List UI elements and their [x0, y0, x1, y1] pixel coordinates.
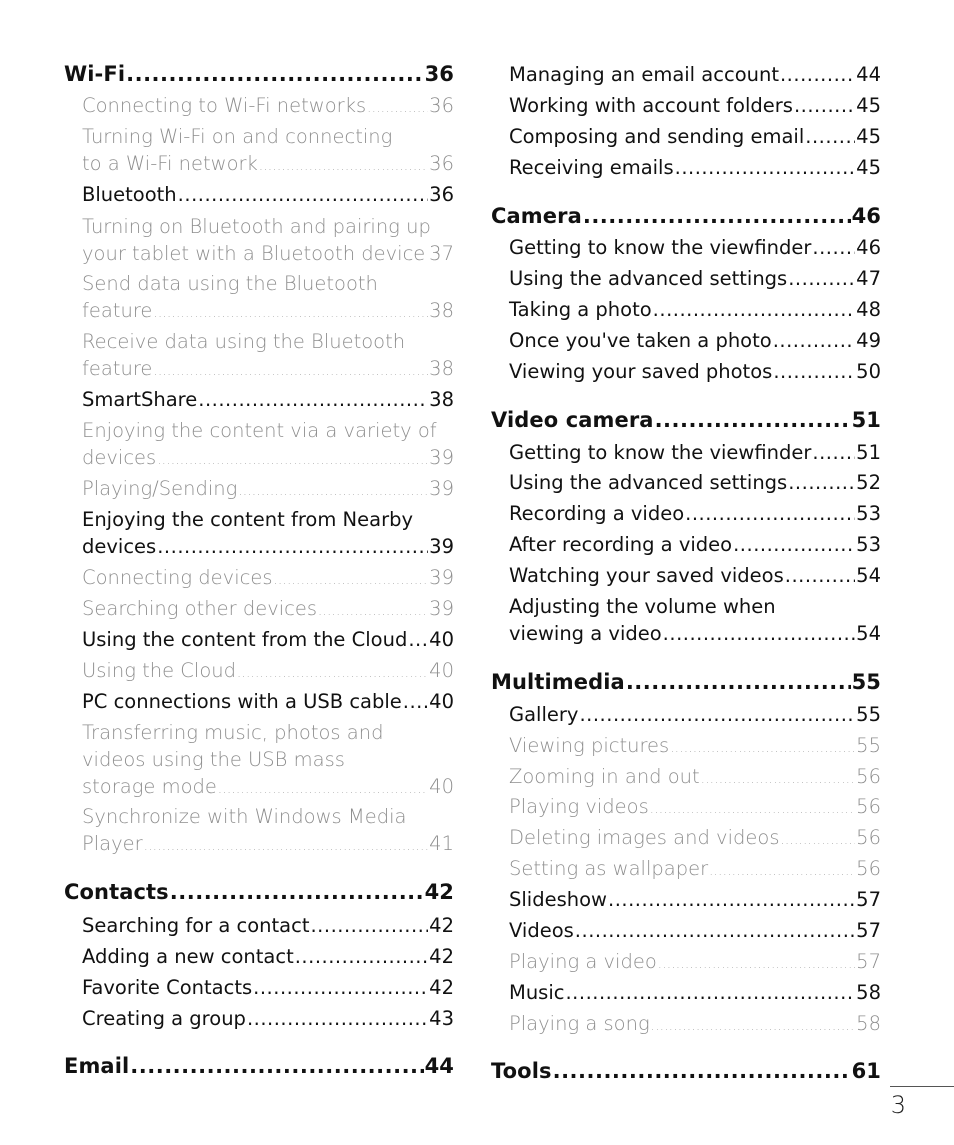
toc-entry-wi-fi-36: [64, 61, 454, 88]
toc-entry-title: Playing a song: [509, 1012, 650, 1035]
toc-entry-title: Player: [82, 832, 143, 855]
toc-entry-managing-an-email-account-44: [509, 61, 881, 88]
toc-entry-getting-to-know-the-viewfinder-46: [509, 234, 881, 261]
toc-page-number: 61: [851, 1059, 881, 1083]
toc-entry-title: Using the Cloud: [82, 659, 237, 682]
toc-entry-title: Watching your saved videos: [509, 564, 784, 587]
dot-leader: [785, 562, 855, 589]
toc-entry-title-line: Turning on Bluetooth and pairing up: [82, 215, 431, 238]
toc-page-number: 39: [429, 446, 454, 469]
toc-page-number: 42: [424, 880, 454, 904]
toc-entry-camera-46: [491, 203, 881, 230]
toc-entry-title: Recording a video: [509, 502, 685, 525]
toc-page-number: 39: [429, 566, 454, 589]
toc-page-number: 42: [429, 945, 454, 968]
toc-entry-title: Setting as wallpaper: [509, 857, 709, 880]
dot-leader: [170, 879, 424, 906]
dot-leader: [565, 979, 855, 1006]
toc-entry-title: Viewing your saved photos: [509, 360, 773, 383]
toc-page-number: 46: [856, 236, 881, 259]
toc-entry-recording-a-video-53: [509, 500, 881, 527]
toc-entry-playing-videos-56: [509, 793, 881, 820]
dot-leader: [408, 626, 428, 653]
toc-entry-after-recording-a-video-53: [509, 531, 881, 558]
toc-entry-title: storage mode: [82, 775, 217, 798]
toc-entry-taking-a-photo-48: [509, 296, 881, 323]
toc-entry-videos-57: [509, 917, 881, 944]
dot-leader: [658, 951, 855, 978]
dot-leader: [653, 296, 856, 323]
toc-entry-bluetooth-36: [82, 181, 454, 208]
toc-entry-player-41: [82, 803, 454, 857]
toc-page-number: 57: [856, 950, 881, 973]
toc-entry-searching-for-a-contact-42: [82, 912, 454, 939]
toc-page-number: 56: [856, 826, 881, 849]
dot-leader: [650, 796, 855, 823]
toc-page-number: 43: [429, 1007, 454, 1030]
toc-entry-title: Working with account folders: [509, 94, 793, 117]
toc-entry-email-44: [64, 1053, 454, 1080]
dot-leader: [575, 917, 855, 944]
toc-page-number: 36: [424, 62, 454, 86]
toc-page-number: 46: [851, 204, 881, 228]
toc-entry-title: Contacts: [64, 880, 169, 904]
toc-entry-searching-other-devices-39: [82, 595, 454, 622]
toc-page-number: 45: [856, 125, 881, 148]
dot-leader: [780, 61, 855, 88]
dot-leader: [608, 886, 855, 913]
toc-page-number: 56: [856, 795, 881, 818]
dot-leader: [675, 154, 856, 181]
toc-entry-tools-61: [491, 1058, 881, 1085]
dot-leader: [788, 469, 855, 496]
toc-entry-title: Bluetooth: [82, 183, 177, 206]
toc-entry-title: Videos: [509, 919, 574, 942]
dot-leader: [178, 181, 429, 208]
dot-leader: [403, 688, 428, 715]
toc-entry-title: Zooming in and out: [509, 765, 700, 788]
toc-entry-using-the-content-from-the-cloud-40: [82, 626, 454, 653]
toc-page-number: 50: [856, 360, 881, 383]
toc-entry-title: Playing videos: [509, 795, 649, 818]
toc-entry-title: Composing and sending email: [509, 125, 805, 148]
dot-leader: [670, 735, 855, 762]
page-number: 3: [890, 1091, 906, 1119]
toc-entry-gallery-55: [509, 701, 881, 728]
toc-entry-using-the-advanced-settings-52: [509, 469, 881, 496]
toc-entry-title: Getting to know the viewfinder: [509, 236, 812, 259]
toc-page-number: 39: [429, 477, 454, 500]
toc-page-number: 53: [856, 502, 881, 525]
toc-entry-title: Getting to know the viewfinder: [509, 441, 812, 464]
toc-entry-title: viewing a video: [509, 622, 662, 645]
toc-entry-title: devices: [82, 446, 157, 469]
toc-entry-favorite-contacts-42: [82, 974, 454, 1001]
dot-leader: [237, 660, 428, 687]
toc-entry-your-tablet-with-a-bluetooth-device-37: [82, 213, 454, 267]
toc-entry-title: Taking a photo: [509, 298, 652, 321]
dot-leader: [295, 943, 428, 970]
toc-entry-title: Wi-Fi: [64, 62, 126, 86]
dot-leader: [426, 243, 428, 270]
dot-leader: [259, 153, 428, 180]
toc-entry-playing-a-song-58: [509, 1010, 881, 1037]
dot-leader: [126, 61, 423, 88]
toc-page-number: 54: [856, 622, 881, 645]
toc-entry-title: Receiving emails: [509, 156, 674, 179]
dot-leader: [318, 598, 428, 625]
dot-leader: [663, 620, 856, 647]
toc-entry-title: Connecting to Wi-Fi networks: [82, 94, 367, 117]
toc-page-number: 36: [429, 152, 454, 175]
toc-page-number: 38: [429, 388, 454, 411]
toc-entry-title: Camera: [491, 204, 582, 228]
toc-page-number: 42: [429, 914, 454, 937]
toc-entry-slideshow-57: [509, 886, 881, 913]
toc-entry-title-line: Synchronize with Windows Media: [82, 805, 407, 828]
dot-leader: [367, 95, 428, 122]
toc-entry-viewing-a-video-54: [509, 593, 881, 647]
toc-entry-title: Deleting images and videos: [509, 826, 780, 849]
toc-entry-getting-to-know-the-viewfinder-51: [509, 439, 881, 466]
toc-page-number: 54: [856, 564, 881, 587]
toc-entry-title: Viewing pictures: [509, 734, 670, 757]
dot-leader: [247, 1005, 428, 1032]
toc-page-number: 55: [856, 703, 881, 726]
dot-leader: [651, 1013, 856, 1040]
dot-leader: [144, 833, 428, 860]
toc-page-number: 36: [429, 183, 454, 206]
toc-page-number: 51: [851, 408, 881, 432]
page-number-rule: [890, 1086, 954, 1087]
toc-entry-title-line: Adjusting the volume when: [509, 595, 776, 618]
toc-entry-title: Tools: [491, 1059, 552, 1083]
toc-entry-title: Connecting devices: [82, 566, 273, 589]
toc-page-number: 45: [856, 156, 881, 179]
toc-entry-devices-39: [82, 506, 454, 560]
toc-page-number: 40: [429, 628, 454, 651]
toc-entry-title: to a Wi-Fi network: [82, 152, 258, 175]
dot-leader: [274, 567, 429, 594]
toc-entry-title: Gallery: [509, 703, 579, 726]
toc-entry-title: feature: [82, 357, 153, 380]
toc-entry-title: your tablet with a Bluetooth device: [82, 242, 426, 265]
toc-entry-playing-a-video-57: [509, 948, 881, 975]
toc-entry-playing-sending-39: [82, 475, 454, 502]
toc-entry-title: Once you've taken a photo: [509, 329, 772, 352]
toc-page-number: 38: [429, 299, 454, 322]
toc-entry-using-the-cloud-40: [82, 657, 454, 684]
toc-page-number: 58: [856, 981, 881, 1004]
toc-page-number: 40: [429, 775, 454, 798]
toc-entry-title: PC connections with a USB cable: [82, 690, 402, 713]
toc-page-number: 55: [856, 734, 881, 757]
toc-page-number: 44: [856, 63, 881, 86]
toc-page-number: 53: [856, 533, 881, 556]
toc-page-number: 40: [429, 690, 454, 713]
toc-entry-video-camera-51: [491, 407, 881, 434]
toc-page-number: 47: [856, 267, 881, 290]
dot-leader: [553, 1058, 851, 1085]
toc-entry-multimedia-55: [491, 669, 881, 696]
toc-entry-title: Managing an email account: [509, 63, 779, 86]
dot-leader: [130, 1053, 423, 1080]
toc-entry-title: Playing/Sending: [82, 477, 238, 500]
dot-leader: [153, 300, 428, 327]
toc-entry-once-you-ve-taken-a-photo-49: [509, 327, 881, 354]
toc-page-number: 48: [856, 298, 881, 321]
toc-page-number: 55: [851, 670, 881, 694]
toc-entry-viewing-pictures-55: [509, 732, 881, 759]
toc-page-number: 44: [424, 1054, 454, 1078]
toc-entry-pc-connections-with-a-usb-cable-40: [82, 688, 454, 715]
dot-leader: [655, 407, 851, 434]
toc-entry-title: feature: [82, 299, 153, 322]
toc-entry-music-58: [509, 979, 881, 1006]
toc-entry-watching-your-saved-videos-54: [509, 562, 881, 589]
toc-page-number: 39: [429, 535, 454, 558]
dot-leader: [805, 123, 855, 150]
toc-entry-adding-a-new-contact-42: [82, 943, 454, 970]
toc-entry-title: Video camera: [491, 408, 654, 432]
toc-page-number: 56: [856, 857, 881, 880]
toc-entry-connecting-devices-39: [82, 564, 454, 591]
toc-page-number: 45: [856, 94, 881, 117]
dot-leader: [218, 776, 428, 803]
dot-leader: [685, 500, 855, 527]
toc-page-number: 51: [856, 441, 881, 464]
dot-leader: [157, 447, 428, 474]
toc-entry-title: SmartShare: [82, 388, 198, 411]
toc-page-number: 42: [429, 976, 454, 999]
toc-entry-title: Searching other devices: [82, 597, 318, 620]
toc-entry-to-a-wi-fi-network-36: [82, 123, 454, 177]
toc-entry-creating-a-group-43: [82, 1005, 454, 1032]
toc-entry-title-line: Enjoying the content via a variety of: [82, 419, 437, 442]
toc-entry-title: Multimedia: [491, 670, 625, 694]
dot-leader: [238, 478, 428, 505]
toc-page-number: 41: [429, 832, 454, 855]
toc-entry-zooming-in-and-out-56: [509, 763, 881, 790]
toc-page-number: 38: [429, 357, 454, 380]
dot-leader: [253, 974, 428, 1001]
toc-page-number: 57: [856, 919, 881, 942]
toc-page-number: 49: [856, 329, 881, 352]
toc-entry-devices-39: [82, 417, 454, 471]
toc-entry-title: Email: [64, 1054, 130, 1078]
toc-entry-title-line: Turning Wi-Fi on and connecting: [82, 125, 393, 148]
toc-entry-title: Using the advanced settings: [509, 267, 788, 290]
toc-page-number: 40: [429, 659, 454, 682]
toc-entry-title: Slideshow: [509, 888, 607, 911]
dot-leader: [583, 203, 851, 230]
dot-leader: [788, 265, 855, 292]
toc-entry-title-line: Receive data using the Bluetooth: [82, 330, 406, 353]
toc-entry-title-line: Transferring music, photos and: [82, 721, 384, 744]
toc-entry-working-with-account-folders-45: [509, 92, 881, 119]
toc-entry-title-line: videos using the USB mass: [82, 748, 345, 771]
toc-entry-smartshare-38: [82, 386, 454, 413]
dot-leader: [773, 327, 855, 354]
toc-entry-storage-mode-40: [82, 719, 454, 800]
toc-entry-title: Favorite Contacts: [82, 976, 253, 999]
toc-entry-viewing-your-saved-photos-50: [509, 358, 881, 385]
toc-entry-title: Music: [509, 981, 565, 1004]
toc-entry-receiving-emails-45: [509, 154, 881, 181]
dot-leader: [709, 858, 855, 885]
toc-entry-deleting-images-and-videos-56: [509, 824, 881, 851]
toc-entry-title-line: Enjoying the content from Nearby: [82, 508, 414, 531]
dot-leader: [812, 439, 855, 466]
dot-leader: [310, 912, 428, 939]
dot-leader: [812, 234, 855, 261]
toc-page-number: 36: [429, 94, 454, 117]
toc-page-number: 39: [429, 597, 454, 620]
toc-entry-connecting-to-wi-fi-networks-36: [82, 92, 454, 119]
dot-leader: [198, 386, 428, 413]
toc-entry-title: devices: [82, 535, 157, 558]
toc-entry-setting-as-wallpaper-56: [509, 855, 881, 882]
toc-page-number: 52: [856, 471, 881, 494]
dot-leader: [626, 669, 851, 696]
toc-entry-contacts-42: [64, 879, 454, 906]
toc-entry-title: Searching for a contact: [82, 914, 310, 937]
dot-leader: [579, 701, 855, 728]
toc-entry-feature-38: [82, 328, 454, 382]
toc-entry-title: Using the content from the Cloud: [82, 628, 408, 651]
toc-entry-feature-38: [82, 270, 454, 324]
dot-leader: [701, 766, 855, 793]
dot-leader: [794, 92, 855, 119]
toc-page-number: 37: [429, 242, 454, 265]
toc-entry-title: Adding a new contact: [82, 945, 294, 968]
toc-entry-title: After recording a video: [509, 533, 733, 556]
dot-leader: [153, 358, 428, 385]
toc-entry-composing-and-sending-email-45: [509, 123, 881, 150]
dot-leader: [780, 827, 855, 854]
toc-page-number: 57: [856, 888, 881, 911]
toc-entry-using-the-advanced-settings-47: [509, 265, 881, 292]
dot-leader: [773, 358, 855, 385]
toc-page-number: 58: [856, 1012, 881, 1035]
toc-entry-title: Playing a video: [509, 950, 657, 973]
toc-entry-title-line: Send data using the Bluetooth: [82, 272, 378, 295]
toc-entry-title: Creating a group: [82, 1007, 246, 1030]
toc-entry-title: Using the advanced settings: [509, 471, 788, 494]
dot-leader: [157, 533, 428, 560]
dot-leader: [733, 531, 855, 558]
toc-page-number: 56: [856, 765, 881, 788]
